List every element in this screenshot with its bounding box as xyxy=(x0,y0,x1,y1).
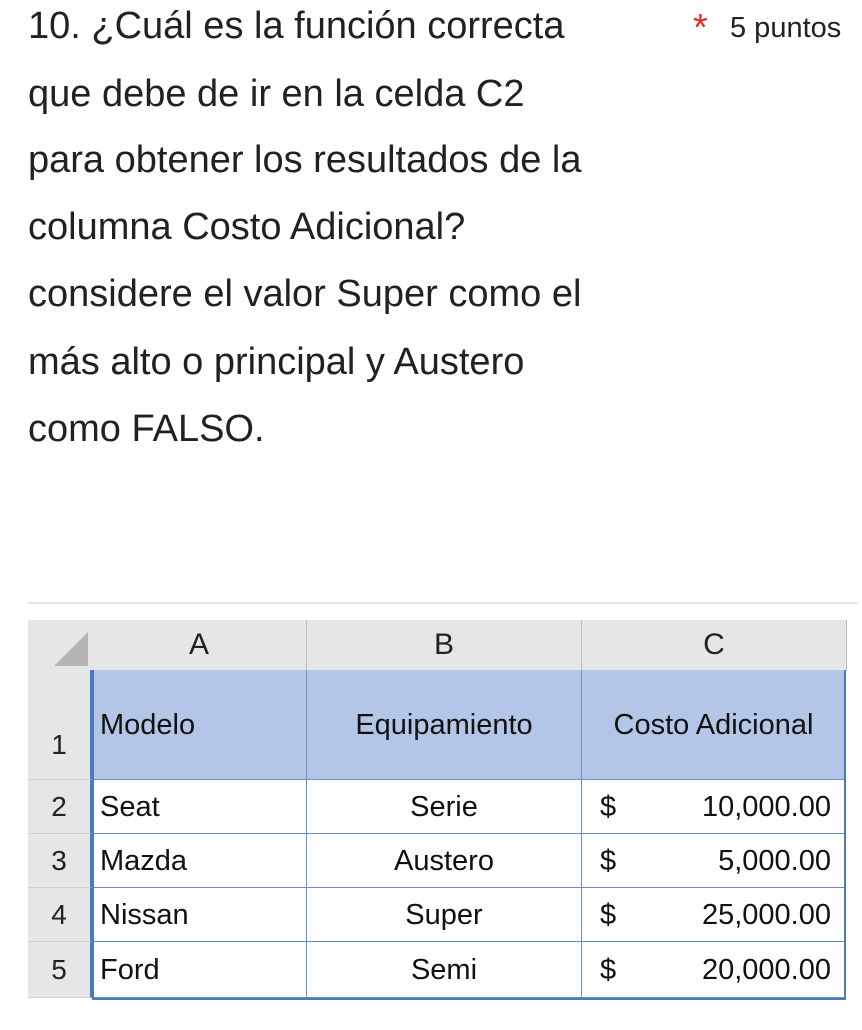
cell-a1: Modelo xyxy=(92,670,307,780)
question-line-4: columna Costo Adicional? xyxy=(28,206,466,248)
sheet-top-divider xyxy=(28,602,858,604)
corner-triangle-icon xyxy=(54,632,88,666)
cell-b2: Serie xyxy=(307,780,582,834)
cell-b4: Super xyxy=(307,888,582,942)
select-all-corner xyxy=(28,620,93,671)
row-header-1: 1 xyxy=(28,670,92,780)
cost-value: 5,000.00 xyxy=(718,845,831,877)
cell-b5: Semi xyxy=(307,942,582,998)
question-line-2: que debe de ir en la celda C2 xyxy=(28,73,525,115)
cell-c1: Costo Adicional xyxy=(582,670,846,780)
spreadsheet-image xyxy=(28,602,862,1022)
row-header-3: 3 xyxy=(28,834,92,888)
currency-symbol: $ xyxy=(600,899,617,931)
question-line-1: 10. ¿Cuál es la función correcta xyxy=(28,5,565,47)
cell-a3: Mazda xyxy=(92,834,307,888)
cell-a2: Seat xyxy=(92,780,307,834)
cost-value: 20,000.00 xyxy=(701,954,831,986)
column-header-a: A xyxy=(92,620,307,671)
required-asterisk: * xyxy=(693,7,708,49)
cell-c5 xyxy=(582,942,846,998)
points-label: 5 puntos xyxy=(730,12,842,44)
column-header-c: C xyxy=(582,620,847,671)
question-line-3: para obtener los resultados de la xyxy=(28,139,582,181)
column-header-b: B xyxy=(307,620,582,671)
cell-a4: Nissan xyxy=(92,888,307,942)
cell-b1: Equipamiento xyxy=(307,670,582,780)
currency-symbol: $ xyxy=(600,845,617,877)
row-header-5: 5 xyxy=(28,942,92,998)
question-line-6: más alto o principal y Austero xyxy=(28,341,525,383)
question-line-5: considere el valor Super como el xyxy=(28,273,582,315)
row-header-2: 2 xyxy=(28,780,92,834)
cell-a5: Ford xyxy=(92,942,307,998)
cost-value: 25,000.00 xyxy=(701,899,831,931)
currency-symbol: $ xyxy=(600,954,617,986)
cell-b3: Austero xyxy=(307,834,582,888)
cell-c3 xyxy=(582,834,846,888)
currency-symbol: $ xyxy=(600,791,617,823)
cost-value: 10,000.00 xyxy=(701,791,831,823)
question-line-7: como FALSO. xyxy=(28,408,265,450)
cell-c2 xyxy=(582,780,846,834)
row-header-4: 4 xyxy=(28,888,92,942)
cell-c4 xyxy=(582,888,846,942)
